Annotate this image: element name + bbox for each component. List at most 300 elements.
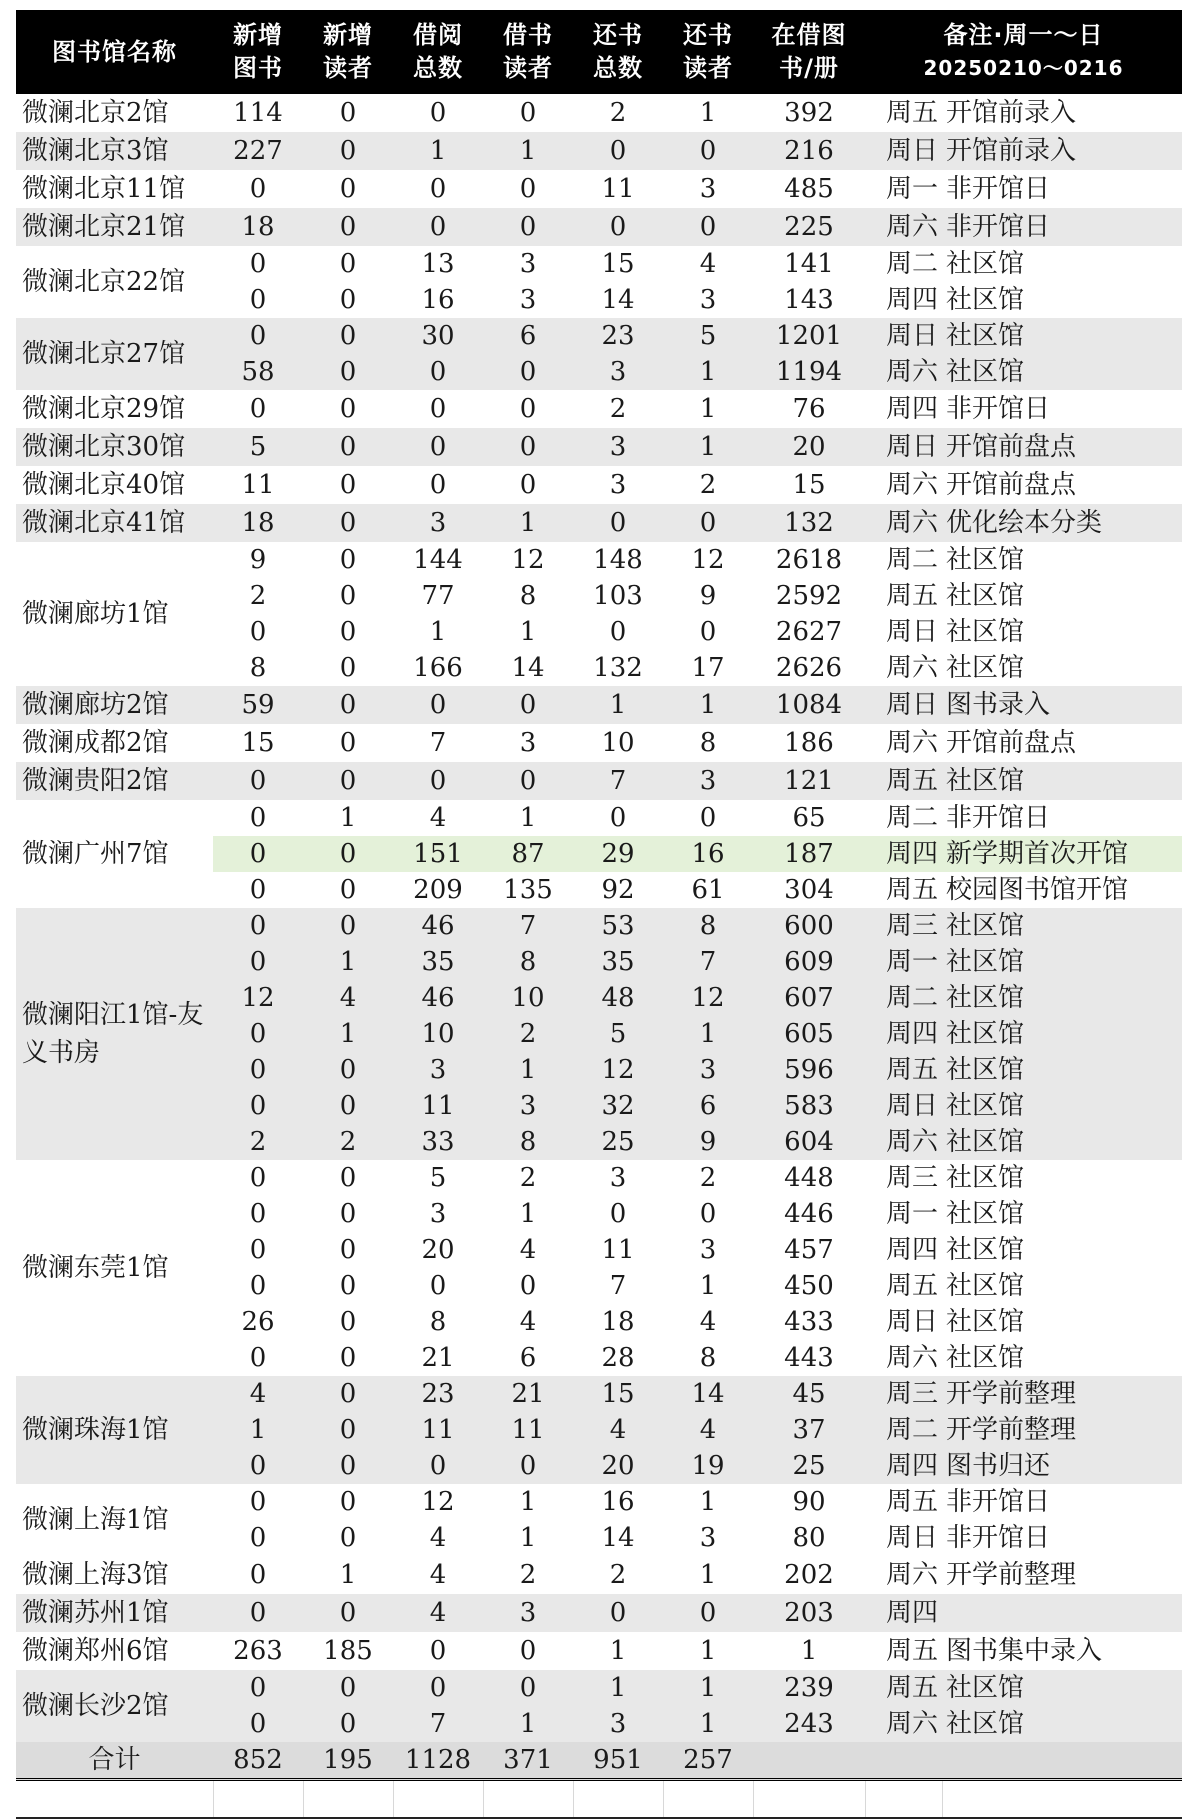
new-books-cell: 0 [213, 318, 303, 354]
return-total-cell: 11 [601, 1235, 635, 1265]
borrow-readers-cell: 21 [483, 1376, 573, 1412]
new-books-cell: 0 [213, 1088, 303, 1124]
weekday-cell: 周二 [865, 980, 942, 1016]
new-books-cell: 0 [249, 394, 267, 424]
header-on-loan: 在借图 书/册 [753, 10, 865, 94]
library-name-cell: 微澜北京40馆 [22, 470, 186, 500]
on-loan-cell: 202 [784, 1560, 834, 1590]
return-total-cell: 1 [573, 1670, 663, 1706]
library-name-cell: 微澜长沙2馆 [16, 1670, 213, 1742]
note-cell: 社区馆 [942, 762, 1182, 800]
return-total-cell: 0 [573, 208, 663, 246]
new-readers-cell: 0 [303, 1670, 393, 1706]
note-cell: 开馆前录入 [942, 132, 1182, 170]
new-books-cell: 12 [213, 980, 303, 1016]
new-books-cell: 58 [213, 354, 303, 390]
return-readers-cell: 12 [663, 980, 753, 1016]
library-name-cell: 微澜北京30馆 [16, 428, 213, 466]
library-name-cell: 微澜北京2馆 [22, 98, 169, 128]
borrow-total-cell: 0 [393, 1448, 483, 1484]
return-readers-cell: 1 [699, 1271, 717, 1301]
on-loan-cell: 15 [792, 470, 826, 500]
header-borrow-total: 借阅 总数 [393, 10, 483, 94]
new-books-cell: 0 [249, 1235, 267, 1265]
return-readers-cell: 0 [699, 1199, 717, 1229]
weekday-cell: 周日 [865, 132, 942, 170]
weekday-cell: 周二 [885, 545, 938, 575]
return-total-cell: 18 [601, 1307, 635, 1337]
weekday-cell: 周六 [865, 1124, 942, 1160]
new-readers-cell: 0 [339, 875, 357, 905]
return-total-cell: 0 [573, 504, 663, 542]
note-cell [942, 1594, 1182, 1632]
weekday-cell: 周日 [885, 1523, 938, 1553]
note-cell: 开学前整理 [942, 1412, 1182, 1448]
borrow-readers-cell: 2 [483, 1016, 573, 1052]
borrow-readers-cell: 14 [511, 653, 545, 683]
borrow-total-cell: 4 [429, 1523, 447, 1553]
library-name-cell: 微澜北京21馆 [16, 208, 213, 246]
new-books-cell: 11 [241, 470, 275, 500]
new-readers-cell: 0 [339, 285, 357, 315]
on-loan-cell: 143 [784, 285, 834, 315]
table-row [16, 686, 1182, 724]
return-readers-cell: 8 [699, 1343, 717, 1373]
return-total-cell: 29 [573, 836, 663, 872]
new-books-cell: 0 [249, 1560, 267, 1590]
return-readers-cell: 3 [699, 1235, 717, 1265]
on-loan-cell: 457 [784, 1235, 834, 1265]
new-readers-cell: 0 [303, 1594, 393, 1632]
return-readers-cell: 1 [663, 354, 753, 390]
table-row [16, 1594, 1182, 1632]
borrow-readers-cell: 0 [519, 1271, 537, 1301]
new-books-cell: 1 [213, 1412, 303, 1448]
return-total-cell: 2 [609, 98, 627, 128]
note-cell: 校园图书馆开馆 [946, 875, 1129, 905]
borrow-total-cell: 0 [393, 428, 483, 466]
table-row [16, 724, 1182, 762]
new-books-cell: 0 [249, 1199, 267, 1229]
borrow-total-cell: 10 [393, 1016, 483, 1052]
return-total-cell: 25 [573, 1124, 663, 1160]
blank-cell[interactable] [573, 1780, 663, 1819]
on-loan-cell: 45 [753, 1376, 865, 1412]
weekday-cell: 周六 [885, 470, 938, 500]
new-readers-cell: 0 [339, 1235, 357, 1265]
note-cell: 社区馆 [946, 1343, 1025, 1373]
weekday-cell: 周五 [885, 1487, 938, 1517]
new-readers-cell: 0 [339, 653, 357, 683]
borrow-total-cell: 77 [421, 581, 455, 611]
weekday-cell: 周六 [865, 504, 942, 542]
table-row [16, 542, 1182, 578]
borrow-readers-cell: 7 [483, 908, 573, 944]
new-readers-cell: 0 [339, 1271, 357, 1301]
return-total-cell: 15 [601, 249, 635, 279]
blank-cell[interactable] [213, 1780, 303, 1819]
table-row [16, 1670, 1182, 1706]
note-cell: 开馆前录入 [946, 98, 1077, 128]
return-readers-cell: 17 [691, 653, 725, 683]
borrow-readers-cell: 4 [519, 1307, 537, 1337]
new-readers-cell: 0 [303, 132, 393, 170]
header-new-books: 新增 图书 [213, 10, 303, 94]
return-total-cell: 10 [601, 728, 635, 758]
note-cell: 图书集中录入 [946, 1636, 1103, 1666]
blank-cell[interactable] [663, 1780, 753, 1819]
library-name-cell: 微澜北京22馆 [22, 267, 186, 297]
borrow-total-cell: 46 [393, 908, 483, 944]
totals-label: 合计 [16, 1742, 213, 1780]
return-readers-cell: 3 [699, 174, 717, 204]
new-books-cell: 0 [249, 1523, 267, 1553]
return-readers-cell: 19 [663, 1448, 753, 1484]
borrow-total-cell: 166 [413, 653, 463, 683]
on-loan-cell: 433 [784, 1307, 834, 1337]
on-loan-cell: 443 [784, 1343, 834, 1373]
new-books-cell: 0 [213, 944, 303, 980]
note-cell: 非开馆日 [946, 174, 1051, 204]
header-library-name: 图书馆名称 [16, 10, 213, 94]
on-loan-cell: 2626 [775, 653, 843, 683]
note-cell: 非开馆日 [946, 1523, 1051, 1553]
table-row [16, 246, 1182, 282]
return-readers-cell: 4 [699, 249, 717, 279]
new-readers-cell: 0 [303, 1088, 393, 1124]
new-books-cell: 0 [249, 1343, 267, 1373]
note-cell: 社区馆 [946, 1307, 1025, 1337]
borrow-total-cell: 11 [393, 1412, 483, 1448]
borrow-readers-cell: 1 [519, 1487, 537, 1517]
return-total-cell: 7 [609, 1271, 627, 1301]
table-row [16, 762, 1182, 800]
return-readers-cell: 1 [699, 1560, 717, 1590]
borrow-total-cell: 0 [393, 208, 483, 246]
note-cell: 社区馆 [946, 1235, 1025, 1265]
on-loan-cell: 187 [753, 836, 865, 872]
return-total-cell: 1 [573, 686, 663, 724]
weekday-cell: 周二 [885, 249, 938, 279]
new-readers-cell: 0 [303, 428, 393, 466]
new-readers-cell: 0 [339, 1307, 357, 1337]
borrow-total-cell: 20 [421, 1235, 455, 1265]
table-row [16, 466, 1182, 504]
library-name-cell: 微澜东莞1馆 [22, 1253, 169, 1283]
on-loan-cell: 225 [753, 208, 865, 246]
borrow-total-cell: 4 [393, 1594, 483, 1632]
new-readers-cell: 0 [303, 318, 393, 354]
borrow-total-cell: 3 [393, 1052, 483, 1088]
table-row [16, 428, 1182, 466]
note-cell: 开学前整理 [942, 1376, 1182, 1412]
weekday-cell: 周六 [865, 1706, 942, 1742]
return-readers-cell: 0 [663, 1594, 753, 1632]
new-readers-cell: 0 [303, 1376, 393, 1412]
return-readers-cell: 12 [691, 545, 725, 575]
on-loan-cell: 65 [792, 803, 826, 833]
note-cell: 社区馆 [942, 1124, 1182, 1160]
borrow-readers-cell: 0 [519, 470, 537, 500]
note-cell: 开学前整理 [946, 1560, 1077, 1590]
return-readers-cell: 9 [699, 581, 717, 611]
borrow-total-cell: 3 [429, 1199, 447, 1229]
return-total-cell: 148 [593, 545, 643, 575]
borrow-readers-cell: 0 [519, 394, 537, 424]
borrow-readers-cell: 6 [519, 1343, 537, 1373]
borrow-total-cell: 35 [393, 944, 483, 980]
weekday-cell: 周三 [865, 908, 942, 944]
borrow-readers-cell: 2 [519, 1560, 537, 1590]
on-loan-cell: 605 [753, 1016, 865, 1052]
borrow-readers-cell: 3 [483, 1594, 573, 1632]
borrow-total-cell: 5 [429, 1163, 447, 1193]
blank-cell[interactable] [393, 1780, 483, 1819]
borrow-total-cell: 7 [429, 728, 447, 758]
on-loan-cell: 25 [753, 1448, 865, 1484]
new-readers-cell: 0 [339, 174, 357, 204]
new-books-cell: 0 [249, 1163, 267, 1193]
blank-cell[interactable] [16, 1780, 213, 1819]
return-readers-cell: 1 [699, 98, 717, 128]
note-cell: 社区馆 [946, 653, 1025, 683]
weekday-cell: 周日 [885, 617, 938, 647]
new-books-cell: 5 [213, 428, 303, 466]
borrow-total-cell: 16 [421, 285, 455, 315]
return-readers-cell: 4 [663, 1412, 753, 1448]
return-total-cell: 11 [601, 174, 635, 204]
library-stats-sheet [16, 10, 1182, 1819]
blank-cell[interactable] [942, 1780, 1182, 1819]
borrow-readers-cell: 0 [483, 1670, 573, 1706]
new-books-cell: 263 [233, 1636, 283, 1666]
on-loan-cell: 243 [753, 1706, 865, 1742]
weekday-cell: 周四 [865, 836, 942, 872]
totals-row [16, 1742, 1182, 1780]
return-total-cell: 132 [593, 653, 643, 683]
on-loan-cell: 596 [753, 1052, 865, 1088]
on-loan-cell: 1 [800, 1636, 818, 1666]
borrow-readers-cell: 10 [483, 980, 573, 1016]
on-loan-cell: 2618 [775, 545, 843, 575]
return-readers-cell: 7 [663, 944, 753, 980]
table-row [16, 504, 1182, 542]
total-empty-cell [753, 1742, 865, 1780]
new-books-cell: 0 [249, 617, 267, 647]
on-loan-cell: 141 [784, 249, 834, 279]
new-books-cell: 0 [213, 908, 303, 944]
note-cell: 社区馆 [946, 1163, 1025, 1193]
borrow-total-cell: 0 [429, 470, 447, 500]
borrow-total-cell: 1 [393, 132, 483, 170]
on-loan-cell: 80 [792, 1523, 826, 1553]
new-books-cell: 0 [213, 836, 303, 872]
library-name-cell: 微澜郑州6馆 [22, 1636, 169, 1666]
return-total-cell: 0 [573, 132, 663, 170]
return-total-cell: 3 [573, 428, 663, 466]
total-value-cell: 257 [663, 1742, 753, 1780]
new-readers-cell: 0 [303, 208, 393, 246]
new-books-cell: 2 [249, 581, 267, 611]
blank-cell[interactable] [303, 1780, 393, 1819]
return-total-cell: 12 [573, 1052, 663, 1088]
note-cell: 社区馆 [942, 944, 1182, 980]
return-total-cell: 2 [609, 1560, 627, 1590]
library-name-cell: 微澜苏州1馆 [16, 1594, 213, 1632]
table-row [16, 1484, 1182, 1520]
return-readers-cell: 14 [663, 1376, 753, 1412]
table-row [16, 1376, 1182, 1412]
weekday-cell: 周日 [865, 686, 942, 724]
borrow-readers-cell: 1 [519, 1523, 537, 1553]
on-loan-cell: 583 [753, 1088, 865, 1124]
weekday-cell: 周六 [865, 208, 942, 246]
on-loan-cell: 1194 [753, 354, 865, 390]
total-value-cell: 1128 [393, 1742, 483, 1780]
library-name-cell: 微澜成都2馆 [22, 728, 169, 758]
on-loan-cell: 186 [784, 728, 834, 758]
new-readers-cell: 0 [303, 908, 393, 944]
borrow-readers-cell: 1 [483, 132, 573, 170]
note-cell: 开馆前盘点 [946, 470, 1077, 500]
weekday-cell: 周日 [885, 1307, 938, 1337]
borrow-readers-cell: 3 [519, 285, 537, 315]
new-books-cell: 0 [249, 1271, 267, 1301]
return-total-cell: 23 [573, 318, 663, 354]
weekday-cell: 周二 [865, 1412, 942, 1448]
return-readers-cell: 8 [699, 728, 717, 758]
borrow-total-cell: 0 [429, 394, 447, 424]
borrow-readers-cell: 11 [483, 1412, 573, 1448]
note-cell: 社区馆 [942, 1670, 1182, 1706]
return-readers-cell: 16 [663, 836, 753, 872]
borrow-total-cell: 8 [429, 1307, 447, 1337]
return-total-cell: 0 [609, 1199, 627, 1229]
borrow-readers-cell: 135 [503, 875, 553, 905]
weekday-cell: 周四 [865, 1594, 942, 1632]
new-books-cell: 0 [213, 1016, 303, 1052]
library-name-cell: 微澜北京41馆 [16, 504, 213, 542]
borrow-total-cell: 209 [413, 875, 463, 905]
on-loan-cell: 216 [753, 132, 865, 170]
note-cell: 社区馆 [946, 545, 1025, 575]
weekday-cell: 周五 [885, 98, 938, 128]
new-books-cell: 114 [233, 98, 283, 128]
weekday-cell: 周三 [865, 1376, 942, 1412]
header-return-total: 还书 总数 [573, 10, 663, 94]
return-readers-cell: 1 [699, 1636, 717, 1666]
on-loan-cell: 20 [753, 428, 865, 466]
return-total-cell: 53 [573, 908, 663, 944]
weekday-cell: 周一 [885, 1199, 938, 1229]
return-readers-cell: 0 [663, 132, 753, 170]
weekday-cell: 周四 [885, 285, 938, 315]
return-readers-cell: 1 [663, 1016, 753, 1052]
weekday-cell: 周四 [885, 394, 938, 424]
new-readers-cell: 1 [339, 1560, 357, 1590]
return-readers-cell: 0 [663, 208, 753, 246]
borrow-readers-cell: 0 [483, 1448, 573, 1484]
return-total-cell: 1 [609, 1636, 627, 1666]
weekday-cell: 周五 [865, 1670, 942, 1706]
new-books-cell: 15 [241, 728, 275, 758]
new-readers-cell: 0 [339, 545, 357, 575]
borrow-total-cell: 12 [421, 1487, 455, 1517]
borrow-readers-cell: 0 [483, 762, 573, 800]
header-borrow-readers: 借书 读者 [483, 10, 573, 94]
return-total-cell: 0 [573, 1594, 663, 1632]
table-row [16, 94, 1182, 132]
return-total-cell: 28 [601, 1343, 635, 1373]
weekday-cell: 周三 [885, 1163, 938, 1193]
borrow-readers-cell: 8 [519, 581, 537, 611]
library-stats-table [16, 10, 1182, 1819]
borrow-readers-cell: 1 [519, 617, 537, 647]
new-books-cell: 18 [213, 504, 303, 542]
on-loan-cell: 203 [753, 1594, 865, 1632]
new-readers-cell: 0 [303, 686, 393, 724]
borrow-readers-cell: 3 [483, 1088, 573, 1124]
library-name-cell: 微澜上海1馆 [22, 1505, 169, 1535]
new-books-cell: 0 [249, 249, 267, 279]
new-books-cell: 0 [249, 1487, 267, 1517]
return-total-cell: 2 [609, 394, 627, 424]
weekday-cell: 周一 [865, 944, 942, 980]
blank-cell[interactable] [865, 1780, 942, 1819]
note-cell: 社区馆 [946, 617, 1025, 647]
note-cell: 非开馆日 [946, 394, 1051, 424]
borrow-readers-cell: 1 [483, 1706, 573, 1742]
borrow-readers-cell: 0 [483, 354, 573, 390]
new-books-cell: 0 [213, 1052, 303, 1088]
return-readers-cell: 1 [699, 394, 717, 424]
new-readers-cell: 0 [303, 504, 393, 542]
borrow-total-cell: 13 [421, 249, 455, 279]
borrow-readers-cell: 8 [483, 944, 573, 980]
return-readers-cell: 1 [663, 428, 753, 466]
new-readers-cell: 4 [303, 980, 393, 1016]
note-cell: 社区馆 [942, 908, 1182, 944]
borrow-readers-cell: 1 [519, 803, 537, 833]
new-books-cell: 0 [249, 803, 267, 833]
header-return-readers: 还书 读者 [663, 10, 753, 94]
return-readers-cell: 1 [699, 1487, 717, 1517]
return-readers-cell: 1 [663, 686, 753, 724]
on-loan-cell: 1201 [753, 318, 865, 354]
borrow-readers-cell: 1 [519, 1199, 537, 1229]
borrow-readers-cell: 87 [483, 836, 573, 872]
library-name-cell: 微澜广州7馆 [22, 839, 169, 869]
table-row [16, 1556, 1182, 1594]
on-loan-cell: 132 [753, 504, 865, 542]
note-cell: 社区馆 [946, 1271, 1025, 1301]
return-readers-cell: 3 [663, 1052, 753, 1088]
blank-cell[interactable] [483, 1780, 573, 1819]
weekday-cell: 周四 [885, 1235, 938, 1265]
borrow-total-cell: 46 [393, 980, 483, 1016]
new-readers-cell: 0 [303, 354, 393, 390]
weekday-cell: 周六 [865, 354, 942, 390]
new-readers-cell: 0 [303, 1412, 393, 1448]
borrow-total-cell: 0 [393, 354, 483, 390]
new-readers-cell: 0 [339, 1163, 357, 1193]
return-readers-cell: 2 [699, 470, 717, 500]
weekday-cell: 周五 [885, 1271, 938, 1301]
blank-cell[interactable] [753, 1780, 865, 1819]
library-name-cell: 微澜廊坊2馆 [16, 686, 213, 724]
new-readers-cell: 0 [339, 1199, 357, 1229]
weekday-cell: 周五 [865, 762, 942, 800]
